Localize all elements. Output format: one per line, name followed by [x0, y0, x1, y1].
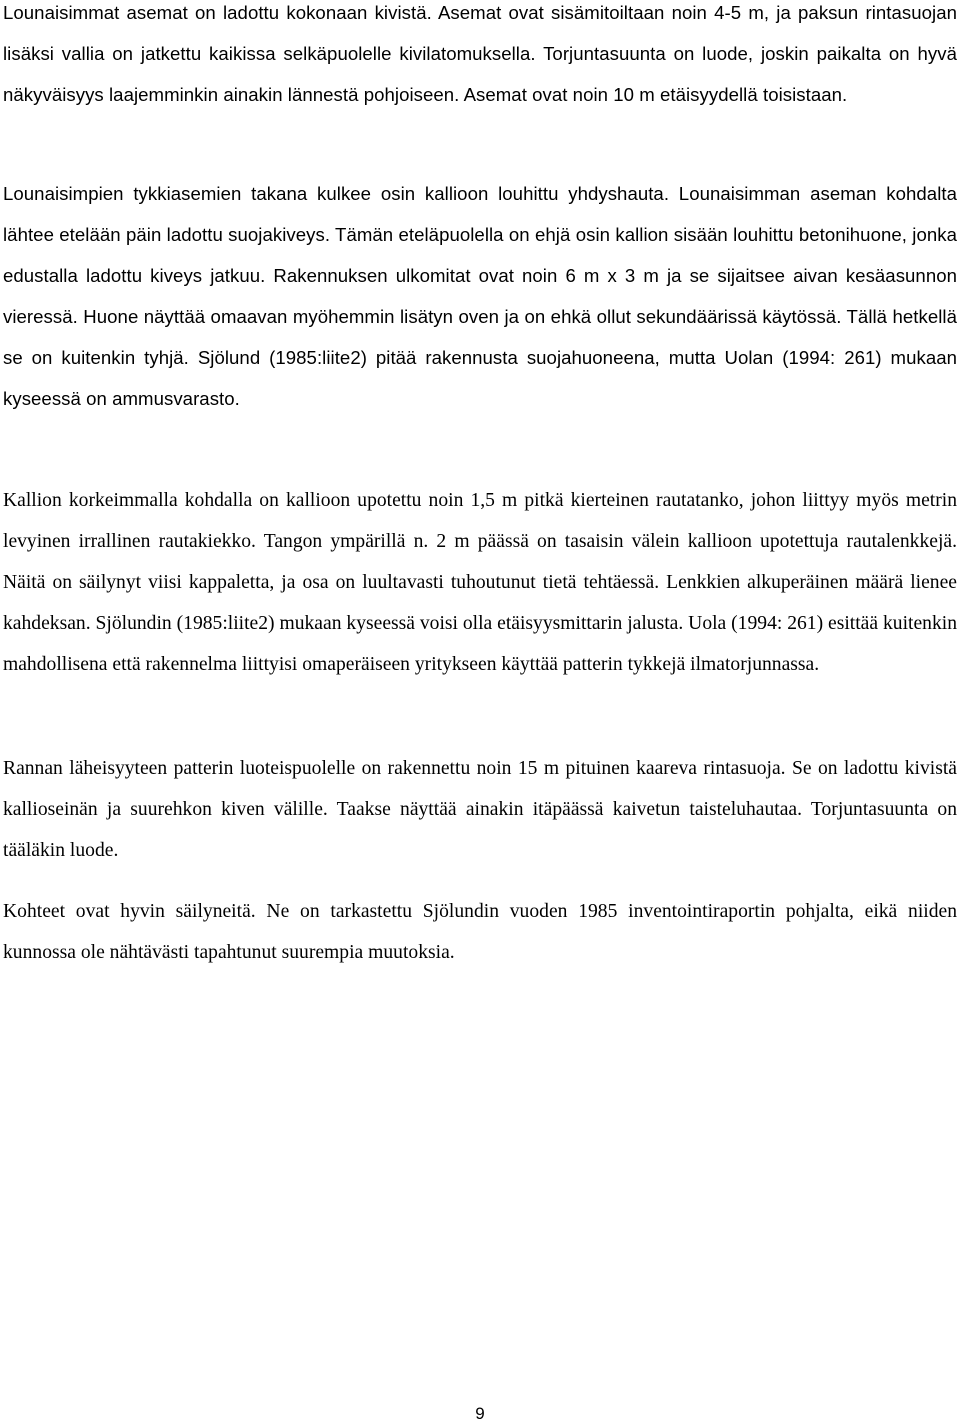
paragraph-breastwork: Rannan läheisyyteen patterin luoteispuolelle on rakennettu noin 15 m pituinen kaareva rintasuoja. Se on ladottu kivistä kallioseinän ja suurehkon kiven välille. Taakse näyttää ainakin itäpäässä kaivetun taisteluhautaa. Torjuntasuunta on tääläkin luode.	[3, 758, 957, 861]
paragraph-condition: Kohteet ovat hyvin säilyneitä. Ne on tarkastettu Sjölundin vuoden 1985 inventointiraportin pohjalta, eikä niiden kunnossa ole nähtävästi tapahtunut suurempia muutoksia.	[3, 901, 957, 963]
paragraph-trench-and-bunker: Lounaisimpien tykkiasemien takana kulkee osin kallioon louhittu yhdyshauta. Lounaisimman aseman kohdalta lähtee etelään päin ladottu suojakiveys. Tämän eteläpuolella on ehjä osin kallion sisään louhittu betonihuone, jonka edustalla ladottu kiveys jatkuu. Rakennuksen ulkomitat ovat noin 6 m x 3 m ja se sijaitsee aivan kesäasunnon vieressä. Huone näyttää omaavan myöhemmin lisätyn oven ja on ehkä ollut sekundäärissä käytössä. Tällä hetkellä se on kuitenkin tyhjä. Sjölund (1985:liite2) pitää rakennusta suojahuoneena, mutta Uolan (1994: 261) mukaan kyseessä on ammusvarasto.	[3, 183, 957, 409]
paragraph-artillery-positions: Lounaisimmat asemat on ladottu kokonaan kivistä. Asemat ovat sisämitoiltaan noin 4-5 m, ja paksun rintasuojan lisäksi vallia on jatkettu kaikissa selkäpuolelle kivilatomuksella. Torjuntasuunta on luode, joskin paikalta on hyvä näkyväisyys laajemminkin ainakin lännestä pohjoiseen. Asemat ovat noin 10 m etäisyydellä toisistaan.	[3, 2, 957, 105]
page-number: 9	[475, 1404, 485, 1423]
paragraph-iron-rod: Kallion korkeimmalla kohdalla on kallioon upotettu noin 1,5 m pitkä kierteinen rautatanko, johon liittyy myös metrin levyinen irrallinen rautakiekko. Tangon ympärillä n. 2 m päässä on tasaisin välein kallioon upotettuja rautalenkkejä. Näitä on säilynyt viisi kappaletta, ja osa on luultavasti tuhoutunut tietä tehtäessä. Lenkkien alkuperäinen määrä lienee kahdeksan. Sjölundin (1985:liite2) mukaan kyseessä voisi olla etäisyysmittarin jalusta. Uola (1994: 261) esittää kuitenkin mahdollisena että rakennelma liittyisi omaperäiseen yritykseen käyttää patterin tykkejä ilmatorjunnassa.	[3, 490, 957, 675]
